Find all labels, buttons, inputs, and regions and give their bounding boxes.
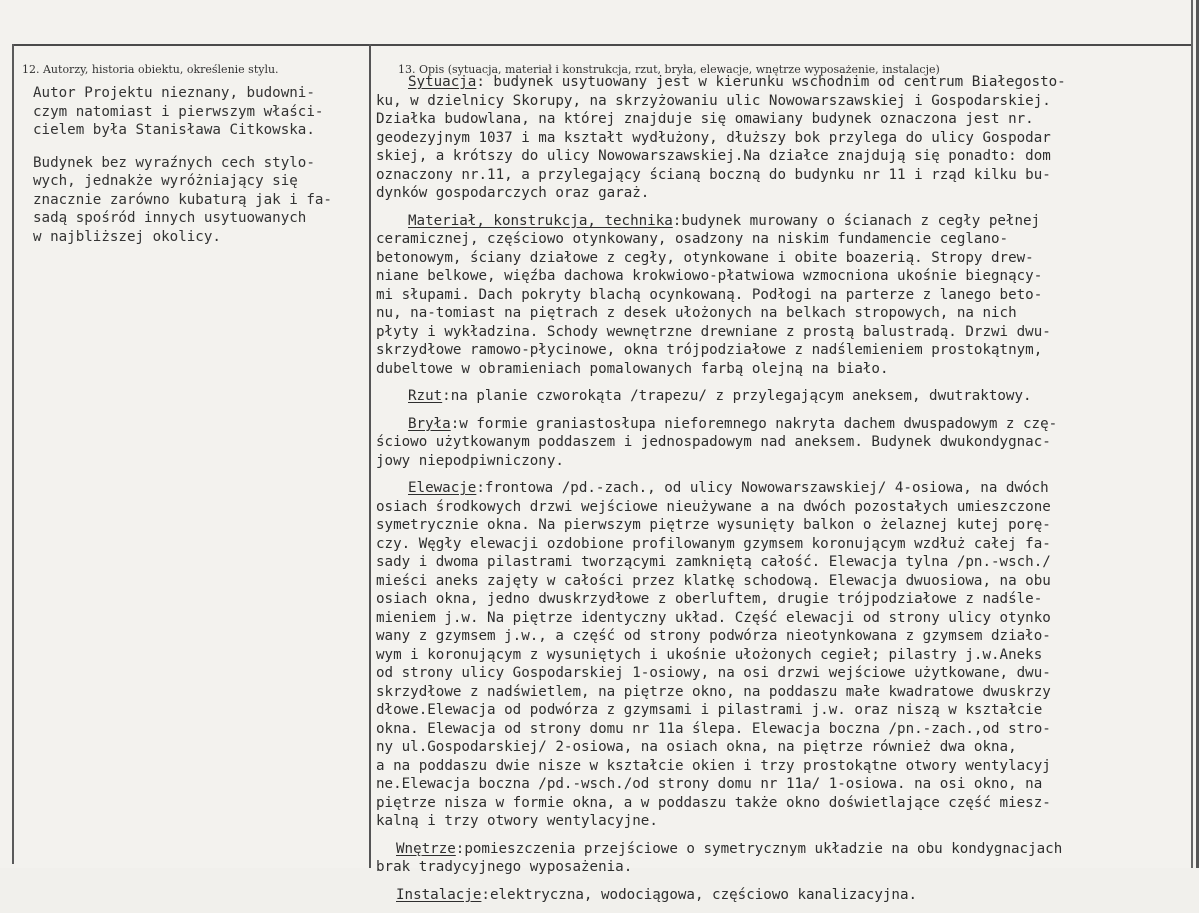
section-6	[376, 840, 1194, 877]
section-line: oznaczony nr.11, a przylegający ścianą boczną do budynku nr 11 i rząd kilku bu-	[376, 166, 1051, 183]
description-text	[376, 73, 1194, 913]
section-label: Instalacje	[396, 886, 482, 903]
right-column-heading: 13. Opis (sytuacja, materiał i konstrukcja, rzut, bryła, elewacje, wnętrze wyposażenie, instalacje)	[398, 63, 940, 76]
section-line: brak tradycyjnego wyposażenia.	[376, 859, 633, 875]
section-7	[376, 886, 1194, 905]
section-line: ściowo użytkowanym poddaszem i jednospadowym nad aneksem. Budynek dwukondygnac-	[376, 434, 1051, 450]
section-3	[376, 387, 1194, 406]
section-first-text: : budynek usytuowany jest w kierunku wschodnim od centrum Białegosto-	[476, 74, 1066, 90]
section-line: dłowe.Elewacja od podwórza z gzymsami i pilastrami j.w. oraz niszą w kształcie	[376, 702, 1043, 718]
section-label: Wnętrze	[396, 840, 456, 857]
section-label: Sytuacja	[408, 74, 477, 90]
section-label: Materiał, konstrukcja, technika	[408, 212, 673, 229]
author-paragraph: Autor Projektu nieznany, budowni- czym natomiast i pierwszym właści- cielem była Stanisława Citkowska.	[33, 85, 324, 138]
section-line: wym i koronującym z wysuniętych i ukośnie ułożonych cegieł; pilastry j.w.Aneks	[376, 646, 1043, 663]
section-first-text: :budynek murowany o ścianach z cegły pełnej	[672, 212, 1041, 229]
section-line: od strony ulicy Gospodarskiej 1-osiowy, na osi drzwi wejściowe użytkowane, dwu-	[376, 665, 1051, 681]
section-line: kalną i trzy otwory wentylacyjne.	[376, 813, 658, 829]
section-line: Działka budowlana, na której znajduje się omawiany budynek oznaczona jest nr.	[376, 111, 1034, 127]
section-label: Elewacje	[408, 480, 477, 496]
section-line: osiach okna, jedno dwuskrzydłowe z oberluftem, drugie trójpodziałowe z nadśle-	[376, 591, 1043, 607]
section-first-line	[376, 415, 1194, 434]
column-divider	[369, 44, 371, 868]
section-5	[376, 479, 1194, 831]
section-first-text: :frontowa /pd.-zach., od ulicy Nowowarszawskiej/ 4-osiowa, na dwóch	[476, 480, 1049, 496]
section-line: jowy niepodpiwniczony.	[376, 452, 564, 469]
section-line: mi słupami. Dach pokryty blachą ocynkowaną. Podłogi na parterze z lanego beto-	[376, 286, 1043, 303]
section-first-line	[376, 479, 1194, 498]
section-first-text: :pomieszczenia przejściowe o symetrycznym układzie na obu kondygnacjach	[455, 840, 1063, 857]
section-first-line	[376, 73, 1194, 92]
section-1	[376, 73, 1194, 203]
section-line: mieści aneks zajęty w całości przez klatkę schodową. Elewacja dwuosiowa, na obu	[376, 572, 1051, 589]
section-line: sady i dwoma pilastrami tworzącymi zamkniętą całość. Elewacja tylna /pn.-wsch./	[376, 554, 1051, 570]
section-first-line	[376, 387, 1194, 406]
left-column-heading: 12. Autorzy, historia obiektu, określenie stylu.	[22, 63, 279, 76]
section-line: nu, na-tomiast na piętrach z desek ułożonych na belkach stropowych, na nich	[376, 305, 1017, 321]
section-line: okna. Elewacja od strony domu nr 11a ślepa. Elewacja boczna /pn.-zach.,od stro-	[376, 720, 1051, 737]
section-line: skiej, a krótszy do ulicy Nowowarszawskiej.Na działce znajdują się ponadto: dom	[376, 148, 1051, 164]
section-line: symetrycznie okna. Na pierwszym piętrze wysunięty balkon o żelaznej kutej porę-	[376, 517, 1051, 533]
frame-top-border	[12, 44, 1192, 46]
section-line: geodezyjnym 1037 i ma kształt wydłużony, dłuższy bok przylega do ulicy Gospodar	[376, 129, 1051, 146]
section-first-line	[376, 212, 1194, 231]
section-line: dynków gospodarczych oraz garaż.	[376, 185, 650, 201]
section-line: skrzydłowe ramowo-płycinowe, okna trójpodziałowe z nadślemieniem prostokątnym,	[376, 342, 1043, 358]
section-line: osiach środkowych drzwi wejściowe nieużywane a na dwóch pozostałych umieszczone	[376, 498, 1051, 515]
section-2	[376, 212, 1194, 379]
section-line: betonowym, ściany działowe z cegły, otynkowane i obite boazerią. Stropy drew-	[376, 249, 1034, 266]
section-line: mieniem j.w. Na piętrze identyczny układ. Część elewacji od strony ulicy otynko	[376, 609, 1051, 626]
section-line: piętrze nisza w formie okna, a w poddaszu także okno doświetlające część miesz-	[376, 794, 1051, 811]
style-paragraph: Budynek bez wyraźnych cech stylo- wych, jednakże wyróżniający się znacznie zarówno kubaturą jak i fa- sadą spośród innych usytuowanych w najbliższej okolicy.	[33, 154, 332, 245]
left-column-text	[33, 84, 363, 260]
section-line: wany z gzymsem j.w., a część od strony podwórza nieotynkowana z gzymsem działo-	[376, 628, 1051, 644]
section-line: skrzydłowe z nadświetlem, na piętrze okno, na poddaszu małe kwadratowe dwuskrzy	[376, 683, 1051, 700]
section-line: dubeltowe w obramieniach pomalowanych farbą olejną na biało.	[376, 360, 889, 377]
section-label: Bryła	[408, 415, 451, 432]
section-first-text: :w formie graniastosłupa nieforemnego nakryta dachem dwuspadowym z czę-	[450, 415, 1058, 432]
section-first-text: :elektryczna, wodociągowa, częściowo kanalizacyjna.	[481, 886, 918, 903]
section-line: ne.Elewacja boczna /pd.-wsch./od strony domu nr 11a/ 1-osiowa. na osi okno, na	[376, 776, 1043, 792]
section-line: a na poddaszu dwie nisze w kształcie okien i trzy prostokątne otwory wentylacyj	[376, 757, 1051, 774]
frame-left-border	[12, 44, 14, 864]
section-4	[376, 415, 1194, 471]
section-line: ceramicznej, częściowo otynkowany, osadzony na niskim fundamencie ceglano-	[376, 231, 1009, 247]
section-line: niane belkowe, więźba dachowa krokwiowo-płatwiowa wzmocniona ukośnie biegnący-	[376, 268, 1043, 284]
section-first-line	[376, 886, 1194, 905]
section-line: płyty i wykładzina. Schody wewnętrzne drewniane z prostą balustradą. Drzwi dwu-	[376, 323, 1051, 340]
section-label: Rzut	[408, 388, 443, 404]
section-line: ny ul.Gospodarskiej/ 2-osiowa, na osiach okna, na piętrze również dwa okna,	[376, 739, 1017, 755]
section-first-text: :na planie czworokąta /trapezu/ z przylegającym aneksem, dwutraktowy.	[442, 388, 1032, 404]
section-first-line	[376, 840, 1194, 859]
section-line: ku, w dzielnicy Skorupy, na skrzyżowaniu ulic Nowowarszawskiej i Gospodarskiej.	[376, 92, 1051, 109]
section-line: czy. Węgły elewacji ozdobione profilowanym gzymsem koronującym wzdłuż całej fa-	[376, 535, 1051, 552]
